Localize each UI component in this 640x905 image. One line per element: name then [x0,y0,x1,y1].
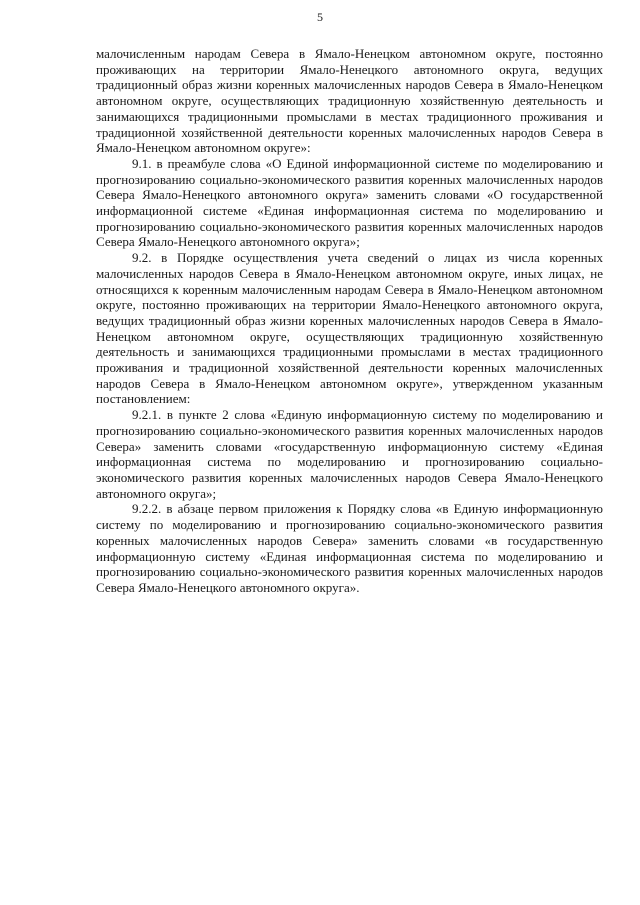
paragraph-9-2-1: 9.2.1. в пункте 2 слова «Единую информационную систему по моделированию и прогнозированию социально-экономического развития коренных малочисленных народов Севера» заменить словами «государственную информационную систему «Единая информационная система по моделированию и прогнозированию социально-экономического развития коренных малочисленных народов Севера Ямало-Ненецкого автономного округа»; [96,407,603,501]
page-number: 5 [317,10,323,24]
paragraph-9-2-2: 9.2.2. в абзаце первом приложения к Порядку слова «в Единую информационную систему по моделированию и прогнозированию социально-экономического развития коренных малочисленных народов Севера» заменить словами «в государственную информационную систему «Единая информационная система по моделированию и прогнозированию социально-экономического развития коренных малочисленных народов Севера Ямало-Ненецкого автономного округа». [96,501,603,595]
document-body [96,46,603,596]
paragraph-9-1: 9.1. в преамбуле слова «О Единой информационной системе по моделированию и прогнозированию социально-экономического развития коренных малочисленных народов Севера Ямало-Ненецкого автономного округа» заменить словами «О государственной информационной системе «Единая информационная система по моделированию и прогнозированию социально-экономического развития коренных малочисленных народов Севера Ямало-Ненецкого автономного округа»; [96,155,603,250]
paragraph-9-2: 9.2. в Порядке осуществления учета сведений о лицах из числа коренных малочисленных народов Севера в Ямало-Ненецком автономном округе, иных лицах, не относящихся к коренным малочисленным народам Севера в Ямало-Ненецком автономном округе, постоянно проживающих на территории Ямало-Ненецкого автономного округа, ведущих традиционный образ жизни коренных малочисленных народов Севера в Ямало-Ненецком автономном округе, осуществляющих традиционную хозяйственную деятельность и занимающихся традиционными промыслами в местах традиционного проживания и традиционной хозяйственной деятельности коренных малочисленных народов Севера в Ямало-Ненецком автономном округе», утвержденном указанным постановлением: [96,250,603,407]
paragraph-continuation: малочисленным народам Севера в Ямало-Ненецком автономном округе, постоянно проживающих на территории Ямало-Ненецкого автономного округа, ведущих традиционный образ жизни коренных малочисленных народов Севера в Ямало-Ненецком автономном округе, осуществляющих традиционную хозяйственную деятельность и занимающихся традиционными промыслами в местах традиционного проживания и традиционной хозяйственной деятельности коренных малочисленных народов Севера в Ямало-Ненецком автономном округе»: [96,46,603,156]
